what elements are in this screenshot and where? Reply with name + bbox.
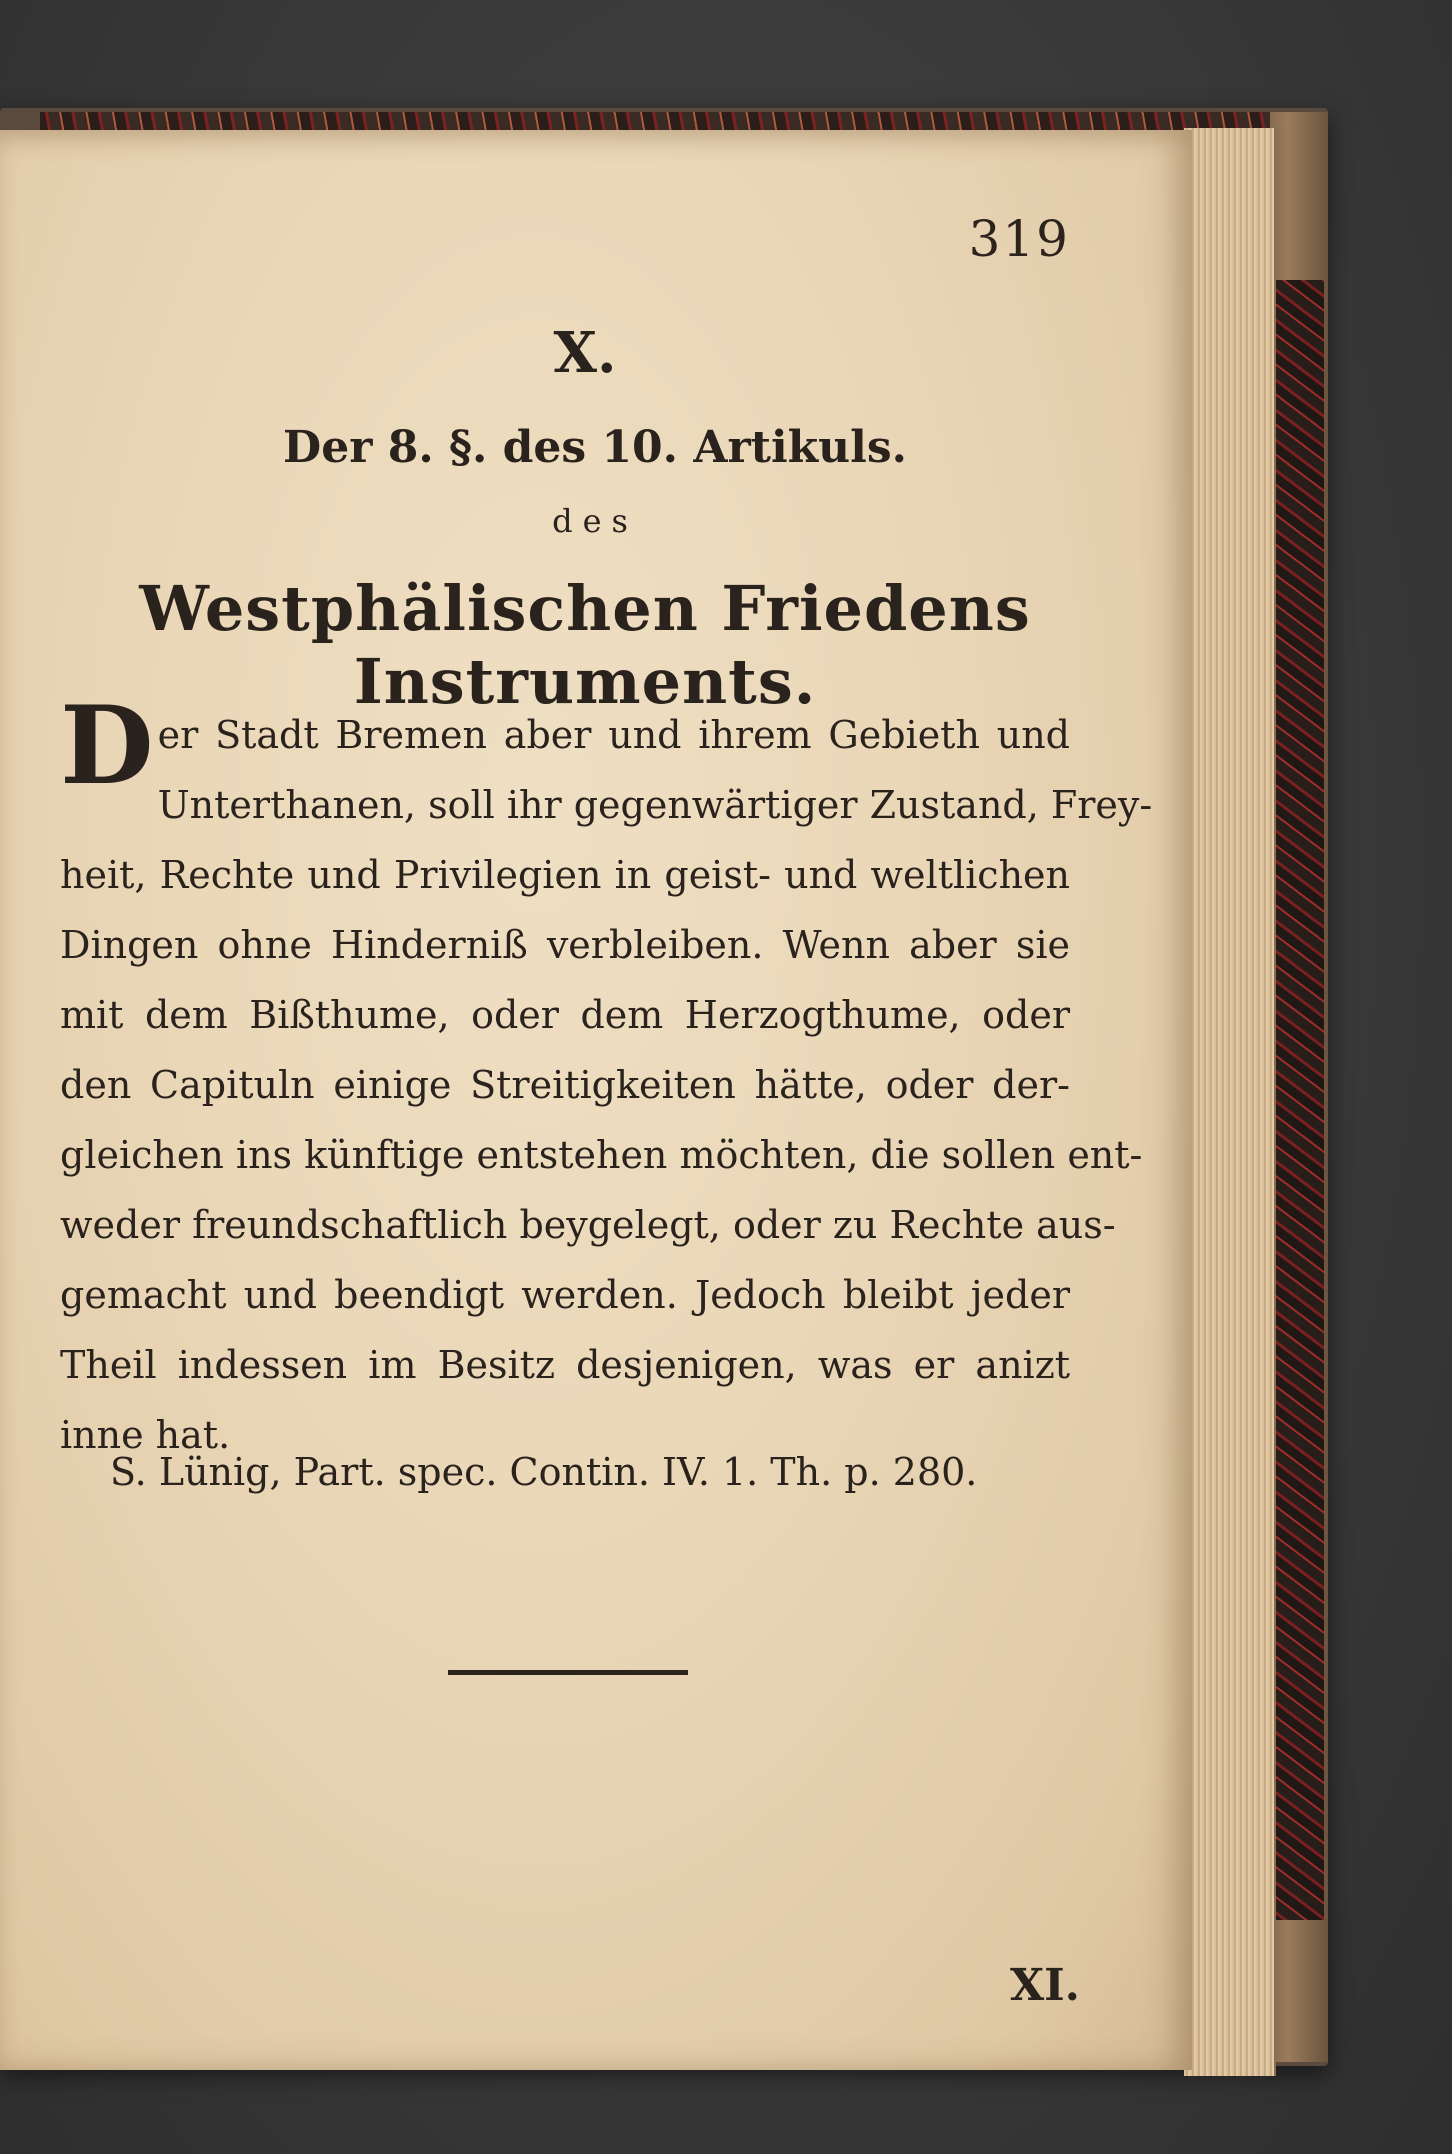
body-line-10: Theil indessen im Besitz desjenigen, was er anizt bbox=[60, 1343, 1070, 1387]
body-line-8: weder freundschaftlich beygelegt, oder zu Rechte aus- bbox=[60, 1203, 1116, 1247]
drop-cap: D bbox=[60, 683, 154, 809]
chapter-numeral: X. bbox=[553, 320, 617, 386]
book-page bbox=[0, 130, 1192, 2070]
body-line-1: er Stadt Bremen aber und ihrem Gebieth und bbox=[157, 713, 1070, 757]
body-line-11: inne hat. bbox=[60, 1413, 231, 1457]
marbled-edge bbox=[1268, 280, 1324, 1920]
catchword: XI. bbox=[1009, 1960, 1080, 2011]
body-paragraph bbox=[60, 683, 1153, 1470]
page-stack bbox=[1184, 128, 1276, 2076]
page-number: 319 bbox=[968, 210, 1070, 268]
body-line-5: mit dem Bißthume, oder dem Herzogthume, oder bbox=[60, 993, 1070, 1037]
body-line-9: gemacht und beendigt werden. Jedoch bleibt jeder bbox=[60, 1273, 1070, 1317]
citation: S. Lünig, Part. spec. Contin. IV. 1. Th. p. 280. bbox=[110, 1450, 978, 1494]
section-rule bbox=[448, 1670, 688, 1675]
heading-des-line: des bbox=[552, 502, 638, 540]
heading-article-line: Der 8. §. des 10. Artikuls. bbox=[283, 422, 907, 473]
body-line-2: Unterthanen, soll ihr gegenwärtiger Zustand, Frey- bbox=[157, 783, 1153, 827]
body-line-7: gleichen ins künftige entstehen möchten, die sollen ent- bbox=[60, 1133, 1143, 1177]
body-line-6: den Capituln einige Streitigkeiten hätte, oder der- bbox=[60, 1063, 1070, 1107]
body-line-4: Dingen ohne Hinderniß verbleiben. Wenn aber sie bbox=[60, 923, 1070, 967]
body-line-3: heit, Rechte und Privilegien in geist- und weltlichen bbox=[60, 853, 1070, 897]
heading-title-line: Westphälischen Friedens Instruments. bbox=[139, 572, 1031, 718]
